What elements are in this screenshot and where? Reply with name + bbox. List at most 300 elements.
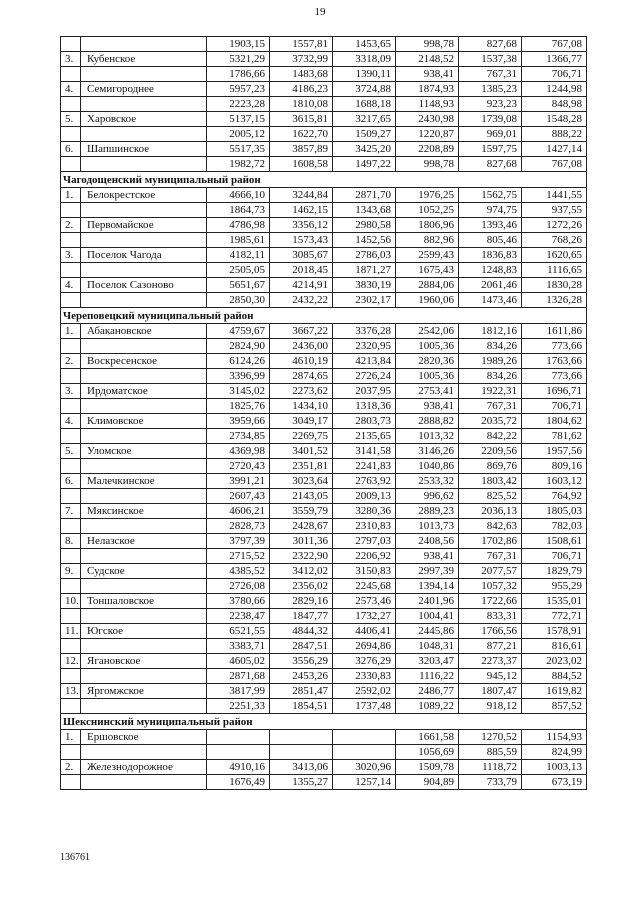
value-cell: 3830,19 [333, 278, 396, 293]
value-cell: 3556,29 [270, 654, 333, 669]
settlement-name: Семигороднее [81, 82, 207, 97]
settlement-name: Поселок Сазоново [81, 278, 207, 293]
settlement-name [81, 639, 207, 654]
row-number [61, 37, 81, 52]
value-cell: 834,26 [459, 369, 522, 384]
value-cell: 923,23 [459, 97, 522, 112]
value-cell: 1057,32 [459, 579, 522, 594]
settlement-name: Ершовское [81, 730, 207, 745]
value-cell [333, 745, 396, 760]
settlement-name [81, 203, 207, 218]
row-number: 2. [61, 760, 81, 775]
value-cell: 3141,58 [333, 444, 396, 459]
value-cell: 1355,27 [270, 775, 333, 790]
table-row [61, 489, 587, 504]
value-cell: 3376,28 [333, 324, 396, 339]
row-number: 5. [61, 444, 81, 459]
value-cell: 706,71 [522, 549, 587, 564]
tariff-table-container [60, 36, 586, 790]
row-number: 6. [61, 474, 81, 489]
value-cell: 1696,71 [522, 384, 587, 399]
value-cell: 764,92 [522, 489, 587, 504]
settlement-name: Малечкинское [81, 474, 207, 489]
value-cell: 772,71 [522, 609, 587, 624]
table-row [61, 142, 587, 157]
table-row [61, 218, 587, 233]
value-cell: 1739,08 [459, 112, 522, 127]
value-cell: 1394,14 [396, 579, 459, 594]
value-cell: 2320,95 [333, 339, 396, 354]
value-cell: 816,61 [522, 639, 587, 654]
settlement-name: Первомайское [81, 218, 207, 233]
value-cell: 2786,03 [333, 248, 396, 263]
value-cell: 3425,20 [333, 142, 396, 157]
value-cell: 1854,51 [270, 699, 333, 714]
value-cell: 1976,25 [396, 188, 459, 203]
value-cell: 1473,46 [459, 293, 522, 308]
settlement-name [81, 97, 207, 112]
row-number: 4. [61, 278, 81, 293]
value-cell: 782,03 [522, 519, 587, 534]
table-row [61, 188, 587, 203]
row-number [61, 519, 81, 534]
value-cell: 1453,65 [333, 37, 396, 52]
value-cell: 918,12 [459, 699, 522, 714]
value-cell: 2036,13 [459, 504, 522, 519]
value-cell: 1830,28 [522, 278, 587, 293]
row-number [61, 263, 81, 278]
section-title: Череповецкий муниципальный район [61, 308, 587, 324]
value-cell: 1326,28 [522, 293, 587, 308]
row-number [61, 67, 81, 82]
table-row [61, 37, 587, 52]
settlement-name: Ягановское [81, 654, 207, 669]
value-cell: 1871,27 [333, 263, 396, 278]
value-cell: 1805,03 [522, 504, 587, 519]
settlement-name: Железнодорожное [81, 760, 207, 775]
value-cell: 1537,38 [459, 52, 522, 67]
value-cell: 2238,47 [207, 609, 270, 624]
value-cell: 706,71 [522, 399, 587, 414]
value-cell: 3732,99 [270, 52, 333, 67]
row-number: 1. [61, 324, 81, 339]
table-row [61, 549, 587, 564]
value-cell: 2573,46 [333, 594, 396, 609]
value-cell: 1004,41 [396, 609, 459, 624]
value-cell: 2077,57 [459, 564, 522, 579]
value-cell: 3217,65 [333, 112, 396, 127]
value-cell: 2542,06 [396, 324, 459, 339]
value-cell: 1675,43 [396, 263, 459, 278]
value-cell: 5517,35 [207, 142, 270, 157]
row-number: 13. [61, 684, 81, 699]
page-number: 19 [314, 6, 326, 18]
row-number [61, 399, 81, 414]
settlement-name [81, 669, 207, 684]
section-header-row [61, 172, 587, 188]
row-number [61, 339, 81, 354]
table-row [61, 369, 587, 384]
value-cell: 955,29 [522, 579, 587, 594]
value-cell: 1732,27 [333, 609, 396, 624]
value-cell: 4605,02 [207, 654, 270, 669]
value-cell: 1052,25 [396, 203, 459, 218]
value-cell: 1922,31 [459, 384, 522, 399]
value-cell: 2533,32 [396, 474, 459, 489]
value-cell: 2592,02 [333, 684, 396, 699]
value-cell: 673,19 [522, 775, 587, 790]
value-cell: 1989,26 [459, 354, 522, 369]
table-body [61, 37, 587, 790]
settlement-name: Климовское [81, 414, 207, 429]
value-cell: 5651,67 [207, 278, 270, 293]
value-cell: 1497,22 [333, 157, 396, 172]
value-cell: 938,41 [396, 67, 459, 82]
value-cell: 4610,19 [270, 354, 333, 369]
value-cell: 842,63 [459, 519, 522, 534]
settlement-name [81, 127, 207, 142]
value-cell: 1462,15 [270, 203, 333, 218]
value-cell: 4182,11 [207, 248, 270, 263]
settlement-name [81, 745, 207, 760]
value-cell: 969,01 [459, 127, 522, 142]
value-cell: 998,78 [396, 157, 459, 172]
value-cell: 4214,91 [270, 278, 333, 293]
value-cell: 2401,96 [396, 594, 459, 609]
value-cell: 4910,16 [207, 760, 270, 775]
table-row [61, 157, 587, 172]
table-row [61, 624, 587, 639]
settlement-name: Кубенское [81, 52, 207, 67]
value-cell: 2980,58 [333, 218, 396, 233]
settlement-name: Поселок Чагода [81, 248, 207, 263]
value-cell: 1702,86 [459, 534, 522, 549]
table-row [61, 730, 587, 745]
value-cell: 1722,66 [459, 594, 522, 609]
value-cell: 3797,39 [207, 534, 270, 549]
value-cell: 2148,52 [396, 52, 459, 67]
value-cell: 4406,41 [333, 624, 396, 639]
value-cell: 2351,81 [270, 459, 333, 474]
settlement-name: Шапшинское [81, 142, 207, 157]
value-cell: 3276,29 [333, 654, 396, 669]
value-cell: 1578,91 [522, 624, 587, 639]
value-cell: 888,22 [522, 127, 587, 142]
value-cell: 3991,21 [207, 474, 270, 489]
value-cell: 6124,26 [207, 354, 270, 369]
value-cell: 1118,72 [459, 760, 522, 775]
value-cell: 2269,75 [270, 429, 333, 444]
value-cell: 1343,68 [333, 203, 396, 218]
settlement-name: Нелазское [81, 534, 207, 549]
value-cell: 1434,10 [270, 399, 333, 414]
value-cell: 3401,52 [270, 444, 333, 459]
row-number: 12. [61, 654, 81, 669]
value-cell: 2018,45 [270, 263, 333, 278]
value-cell: 6521,55 [207, 624, 270, 639]
value-cell: 773,66 [522, 369, 587, 384]
table-row [61, 760, 587, 775]
row-number: 10. [61, 594, 81, 609]
row-number [61, 669, 81, 684]
value-cell: 2734,85 [207, 429, 270, 444]
table-row [61, 654, 587, 669]
value-cell: 1766,56 [459, 624, 522, 639]
value-cell: 1960,06 [396, 293, 459, 308]
table-row [61, 504, 587, 519]
value-cell: 3244,84 [270, 188, 333, 203]
value-cell: 1244,98 [522, 82, 587, 97]
table-row [61, 384, 587, 399]
table-row [61, 324, 587, 339]
settlement-name: Тоншаловское [81, 594, 207, 609]
value-cell: 2241,83 [333, 459, 396, 474]
value-cell: 3146,26 [396, 444, 459, 459]
row-number: 2. [61, 218, 81, 233]
value-cell: 3023,64 [270, 474, 333, 489]
value-cell: 945,12 [459, 669, 522, 684]
value-cell: 768,26 [522, 233, 587, 248]
row-number: 3. [61, 248, 81, 263]
value-cell: 1154,93 [522, 730, 587, 745]
value-cell: 938,41 [396, 549, 459, 564]
value-cell: 1509,27 [333, 127, 396, 142]
value-cell: 767,31 [459, 399, 522, 414]
value-cell: 2245,68 [333, 579, 396, 594]
value-cell: 1786,66 [207, 67, 270, 82]
value-cell: 767,31 [459, 67, 522, 82]
value-cell: 827,68 [459, 37, 522, 52]
value-cell: 3011,36 [270, 534, 333, 549]
settlement-name [81, 775, 207, 790]
value-cell: 1807,47 [459, 684, 522, 699]
value-cell: 1013,32 [396, 429, 459, 444]
row-number: 9. [61, 564, 81, 579]
value-cell: 1573,43 [270, 233, 333, 248]
row-number: 1. [61, 730, 81, 745]
value-cell: 1803,42 [459, 474, 522, 489]
table-row [61, 579, 587, 594]
value-cell: 998,78 [396, 37, 459, 52]
value-cell: 1272,26 [522, 218, 587, 233]
value-cell: 3383,71 [207, 639, 270, 654]
settlement-name [81, 429, 207, 444]
value-cell: 781,62 [522, 429, 587, 444]
value-cell: 3085,67 [270, 248, 333, 263]
value-cell: 1603,12 [522, 474, 587, 489]
value-cell: 1982,72 [207, 157, 270, 172]
value-cell: 1366,77 [522, 52, 587, 67]
value-cell: 5957,23 [207, 82, 270, 97]
value-cell: 3412,02 [270, 564, 333, 579]
value-cell: 2356,02 [270, 579, 333, 594]
value-cell: 2209,56 [459, 444, 522, 459]
settlement-name: Мяксинское [81, 504, 207, 519]
value-cell: 1393,46 [459, 218, 522, 233]
value-cell: 3145,02 [207, 384, 270, 399]
value-cell: 1385,23 [459, 82, 522, 97]
value-cell: 2889,23 [396, 504, 459, 519]
value-cell: 2273,62 [270, 384, 333, 399]
value-cell: 3318,09 [333, 52, 396, 67]
value-cell: 1829,79 [522, 564, 587, 579]
row-number [61, 369, 81, 384]
table-row [61, 293, 587, 308]
value-cell: 1535,01 [522, 594, 587, 609]
value-cell: 2310,83 [333, 519, 396, 534]
section-title: Шекснинский муниципальный район [61, 714, 587, 730]
settlement-name: Воскресенское [81, 354, 207, 369]
table-row [61, 67, 587, 82]
table-row [61, 639, 587, 654]
value-cell: 1810,08 [270, 97, 333, 112]
tariff-table [60, 36, 587, 790]
value-cell: 2302,17 [333, 293, 396, 308]
row-number: 8. [61, 534, 81, 549]
value-cell: 4369,98 [207, 444, 270, 459]
value-cell: 848,98 [522, 97, 587, 112]
value-cell: 1005,36 [396, 339, 459, 354]
value-cell: 2408,56 [396, 534, 459, 549]
row-number: 4. [61, 82, 81, 97]
value-cell: 2428,67 [270, 519, 333, 534]
value-cell: 1985,61 [207, 233, 270, 248]
settlement-name [81, 699, 207, 714]
row-number: 1. [61, 188, 81, 203]
table-row [61, 745, 587, 760]
row-number [61, 579, 81, 594]
row-number [61, 489, 81, 504]
row-number [61, 609, 81, 624]
value-cell: 805,46 [459, 233, 522, 248]
value-cell: 1763,66 [522, 354, 587, 369]
table-row [61, 444, 587, 459]
value-cell: 2432,22 [270, 293, 333, 308]
value-cell: 2273,37 [459, 654, 522, 669]
value-cell: 834,26 [459, 339, 522, 354]
row-number [61, 233, 81, 248]
settlement-name [81, 519, 207, 534]
value-cell: 3203,47 [396, 654, 459, 669]
value-cell: 1390,11 [333, 67, 396, 82]
section-header-row [61, 714, 587, 730]
row-number [61, 639, 81, 654]
value-cell: 1562,75 [459, 188, 522, 203]
value-cell: 2871,70 [333, 188, 396, 203]
value-cell: 3817,99 [207, 684, 270, 699]
value-cell: 2871,68 [207, 669, 270, 684]
value-cell: 2851,47 [270, 684, 333, 699]
section-title: Чагодощенский муниципальный район [61, 172, 587, 188]
value-cell: 2436,00 [270, 339, 333, 354]
value-cell: 4759,67 [207, 324, 270, 339]
table-row [61, 233, 587, 248]
value-cell: 1661,58 [396, 730, 459, 745]
section-header-row [61, 308, 587, 324]
value-cell: 4786,98 [207, 218, 270, 233]
value-cell: 827,68 [459, 157, 522, 172]
table-row [61, 609, 587, 624]
value-cell: 842,22 [459, 429, 522, 444]
value-cell: 4213,84 [333, 354, 396, 369]
table-row [61, 564, 587, 579]
value-cell: 4606,21 [207, 504, 270, 519]
value-cell: 1509,78 [396, 760, 459, 775]
value-cell: 1622,70 [270, 127, 333, 142]
table-row [61, 594, 587, 609]
value-cell: 2874,65 [270, 369, 333, 384]
value-cell: 1116,65 [522, 263, 587, 278]
value-cell: 1847,77 [270, 609, 333, 624]
value-cell: 1318,36 [333, 399, 396, 414]
value-cell [207, 730, 270, 745]
value-cell [207, 745, 270, 760]
row-number: 11. [61, 624, 81, 639]
value-cell [270, 730, 333, 745]
value-cell: 3413,06 [270, 760, 333, 775]
row-number [61, 459, 81, 474]
value-cell: 1040,86 [396, 459, 459, 474]
value-cell: 2599,43 [396, 248, 459, 263]
value-cell: 1804,62 [522, 414, 587, 429]
table-row [61, 519, 587, 534]
value-cell: 1825,76 [207, 399, 270, 414]
settlement-name [81, 489, 207, 504]
value-cell: 3049,17 [270, 414, 333, 429]
value-cell: 2824,90 [207, 339, 270, 354]
row-number [61, 699, 81, 714]
table-row [61, 684, 587, 699]
value-cell: 1608,58 [270, 157, 333, 172]
value-cell: 706,71 [522, 67, 587, 82]
value-cell: 2720,43 [207, 459, 270, 474]
settlement-name [81, 157, 207, 172]
value-cell: 1005,36 [396, 369, 459, 384]
value-cell: 1003,13 [522, 760, 587, 775]
value-cell: 885,59 [459, 745, 522, 760]
table-row [61, 203, 587, 218]
value-cell: 3959,66 [207, 414, 270, 429]
value-cell: 1056,69 [396, 745, 459, 760]
row-number [61, 127, 81, 142]
value-cell: 1812,16 [459, 324, 522, 339]
row-number [61, 293, 81, 308]
table-row [61, 127, 587, 142]
value-cell: 2486,77 [396, 684, 459, 699]
table-row [61, 52, 587, 67]
table-row [61, 263, 587, 278]
value-cell: 2322,90 [270, 549, 333, 564]
value-cell: 1048,31 [396, 639, 459, 654]
value-cell: 1441,55 [522, 188, 587, 203]
value-cell: 1508,61 [522, 534, 587, 549]
value-cell: 2763,92 [333, 474, 396, 489]
value-cell: 2607,43 [207, 489, 270, 504]
settlement-name: Югское [81, 624, 207, 639]
value-cell: 4844,32 [270, 624, 333, 639]
value-cell: 733,79 [459, 775, 522, 790]
table-row [61, 339, 587, 354]
value-cell: 773,66 [522, 339, 587, 354]
settlement-name [81, 369, 207, 384]
settlement-name [81, 399, 207, 414]
value-cell: 2726,24 [333, 369, 396, 384]
value-cell: 3667,22 [270, 324, 333, 339]
table-row [61, 278, 587, 293]
value-cell: 2726,08 [207, 579, 270, 594]
value-cell: 904,89 [396, 775, 459, 790]
table-row [61, 112, 587, 127]
